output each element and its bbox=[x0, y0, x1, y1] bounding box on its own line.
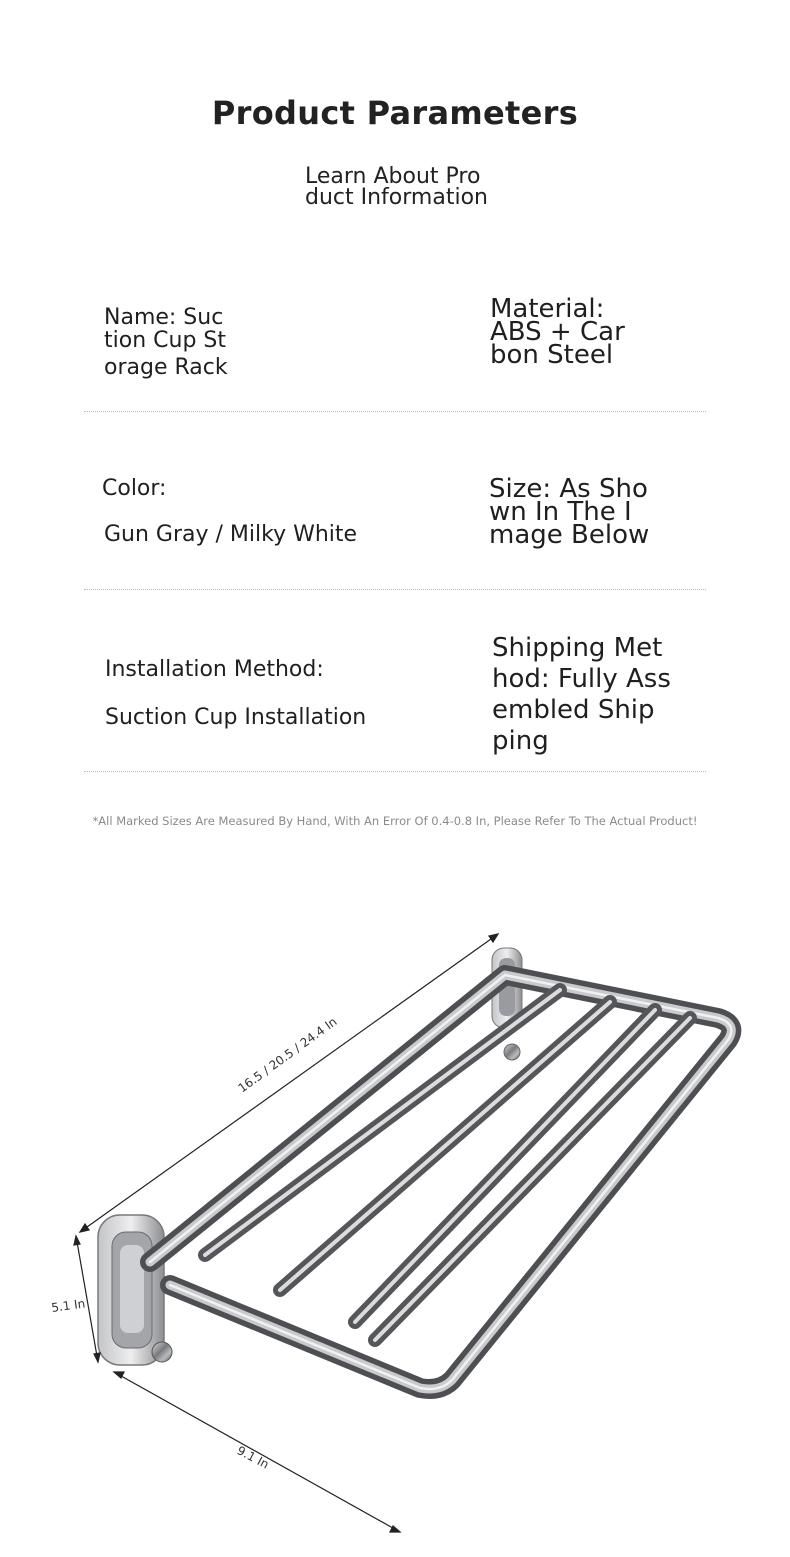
param-material: Material: ABS + Car bon Steel bbox=[490, 294, 625, 370]
rack-frame bbox=[150, 975, 731, 1389]
param-name: Name: Suc tion Cup St orage Rack bbox=[104, 305, 228, 380]
depth-dimension-label: 9.1 In bbox=[234, 1443, 272, 1472]
front-mount-bracket bbox=[98, 1215, 172, 1365]
param-color-label: Color: bbox=[102, 476, 167, 501]
param-shipping: Shipping Met hod: Fully Ass embled Ship ping bbox=[492, 633, 671, 756]
row-divider bbox=[84, 411, 706, 412]
page-title: Product Parameters bbox=[211, 94, 579, 132]
towel-rack-illustration bbox=[0, 880, 790, 1557]
height-dimension-label: 5.1 In bbox=[50, 1296, 87, 1315]
param-color-value: Gun Gray / Milky White bbox=[104, 522, 358, 547]
row-divider bbox=[84, 771, 706, 772]
measurement-note: *All Marked Sizes Are Measured By Hand, With An Error Of 0.4-0.8 In, Please Refer To The Actual Product! bbox=[92, 814, 698, 828]
param-installation-label: Installation Method: bbox=[105, 657, 324, 682]
row-divider bbox=[84, 589, 706, 590]
page-subtitle: Learn About Pro duct Information bbox=[305, 164, 488, 210]
length-dimension-label: 16.5 / 20.5 / 24.4 In bbox=[235, 1014, 340, 1096]
param-size: Size: As Sho wn In The I mage Below bbox=[489, 474, 650, 550]
param-installation-value: Suction Cup Installation bbox=[105, 705, 367, 730]
